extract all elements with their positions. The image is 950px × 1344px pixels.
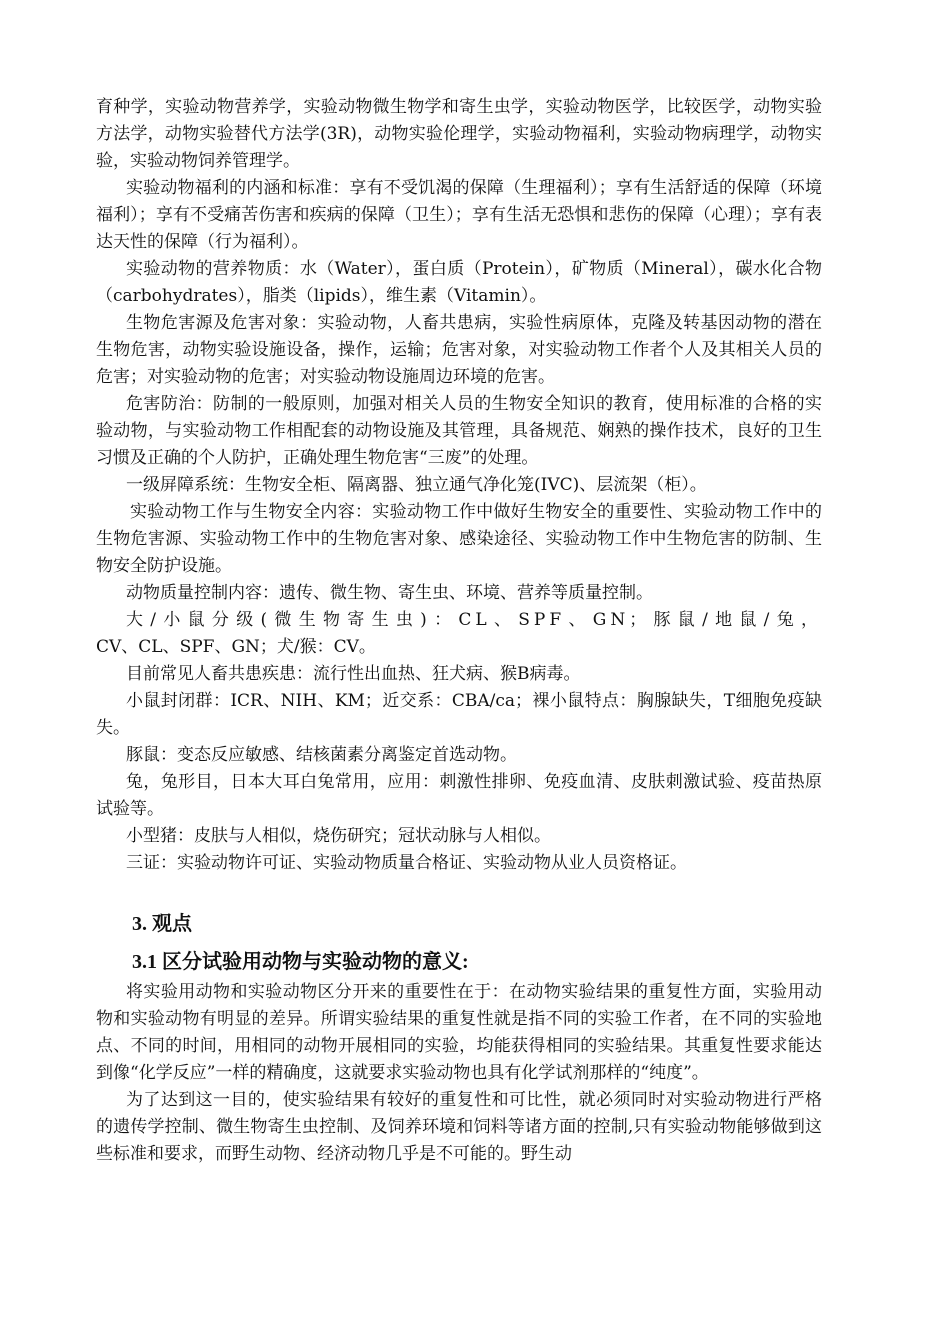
paragraph-biohazard-sources: 生物危害源及危害对象：实验动物，人畜共患病，实验性病原体，克隆及转基因动物的潜在生物危害，动物实验设施设备，操作，运输；危害对象，对实验动物工作者个人及其相关人员的危害；对实验动物的危害；对实验动物设施周边环境的危害。 bbox=[96, 313, 822, 387]
paragraph-control-requirements: 为了达到这一目的，使实验结果有较好的重复性和可比性，就必须同时对实验动物进行严格的遗传学控制、微生物寄生虫控制、及饲养环境和饲料等诸方面的控制,只有实验动物能够做到这些标准和要求，而野生动物、经济动物几乎是不可能的。野生动 bbox=[96, 1090, 822, 1164]
paragraph-grading-line2: CV、CL、SPF、GN；犬/猴：CV。 bbox=[96, 637, 376, 657]
paragraph-guinea-pig: 豚鼠：变态反应敏感、结核菌素分离鉴定首选动物。 bbox=[126, 745, 517, 765]
paragraph-mouse-strains: 小鼠封闭群：ICR、NIH、KM；近交系：CBA/ca；裸小鼠特点：胸腺缺失，T细胞免疫缺失。 bbox=[96, 691, 822, 738]
paragraph-rabbit: 兔，兔形目，日本大耳白兔常用，应用：刺激性排卵、免疫血清、皮肤刺激试验、疫苗热原试验等。 bbox=[96, 772, 822, 819]
paragraph-three-certificates: 三证：实验动物许可证、实验动物质量合格证、实验动物从业人员资格证。 bbox=[126, 853, 687, 873]
section-heading: 3. 观点 bbox=[132, 913, 192, 935]
paragraph-animal-welfare: 实验动物福利的内涵和标准：享有不受饥渴的保障（生理福利）；享有生活舒适的保障（环境福利）；享有不受痛苦伤害和疾病的保障（卫生）；享有生活无恐惧和悲伤的保障（心理）；享有表达天性的保障（行为福利）。 bbox=[96, 178, 822, 252]
paragraph-biosafety-content: 实验动物工作与生物安全内容：实验动物工作中做好生物安全的重要性、实验动物工作中的生物危害源、实验动物工作中的生物危害对象、感染途径、实验动物工作中生物危害的防制、生物安全防护设施。 bbox=[96, 502, 822, 576]
document-page bbox=[96, 94, 822, 1168]
paragraph-quality-control: 动物质量控制内容：遗传、微生物、寄生虫、环境、营养等质量控制。 bbox=[126, 583, 653, 603]
paragraph-nutrients: 实验动物的营养物质：水（Water），蛋白质（Protein），矿物质（Mineral），碳水化合物（carbohydrates），脂类（lipids），维生素（Vitamin）。 bbox=[96, 259, 822, 306]
paragraph-disciplines: 育种学，实验动物营养学，实验动物微生物学和寄生虫学，实验动物医学，比较医学，动物实验方法学，动物实验替代方法学(3R)，动物实验伦理学，实验动物福利，实验动物病理学，动物实验，实验动物饲养管理学。 bbox=[96, 97, 822, 171]
paragraph-grading-line1: 大/小鼠分级(微生物寄生虫)：CL、SPF、GN；豚鼠/地鼠/兔， bbox=[126, 610, 822, 630]
paragraph-significance: 将实验用动物和实验动物区分开来的重要性在于：在动物实验结果的重复性方面，实验用动物和实验动物有明显的差异。所谓实验结果的重复性就是指不同的实验工作者，在不同的实验地点、不同的时间，用相同的动物开展相同的实验，均能获得相同的实验结果。其重复性要求能达到像“化学反应”一样的精确度，这就要求实验动物也具有化学试剂那样的“纯度”。 bbox=[96, 982, 822, 1083]
paragraph-hazard-prevention: 危害防治：防制的一般原则，加强对相关人员的生物安全知识的教育，使用标准的合格的实验动物，与实验动物工作相配套的动物设施及其管理，具备规范、娴熟的操作技术，良好的卫生习惯及正确的个人防护，正确处理生物危害“三废”的处理。 bbox=[96, 394, 822, 468]
paragraph-zoonoses: 目前常见人畜共患疾患：流行性出血热、狂犬病、猴B病毒。 bbox=[126, 664, 581, 684]
paragraph-minipig: 小型猪：皮肤与人相似，烧伤研究；冠状动脉与人相似。 bbox=[126, 826, 551, 846]
paragraph-primary-barrier: 一级屏障系统：生物安全柜、隔离器、独立通气净化笼(IVC)、层流架（柜）。 bbox=[126, 475, 707, 495]
subsection-heading: 3.1 区分试验用动物与实验动物的意义: bbox=[132, 951, 469, 973]
